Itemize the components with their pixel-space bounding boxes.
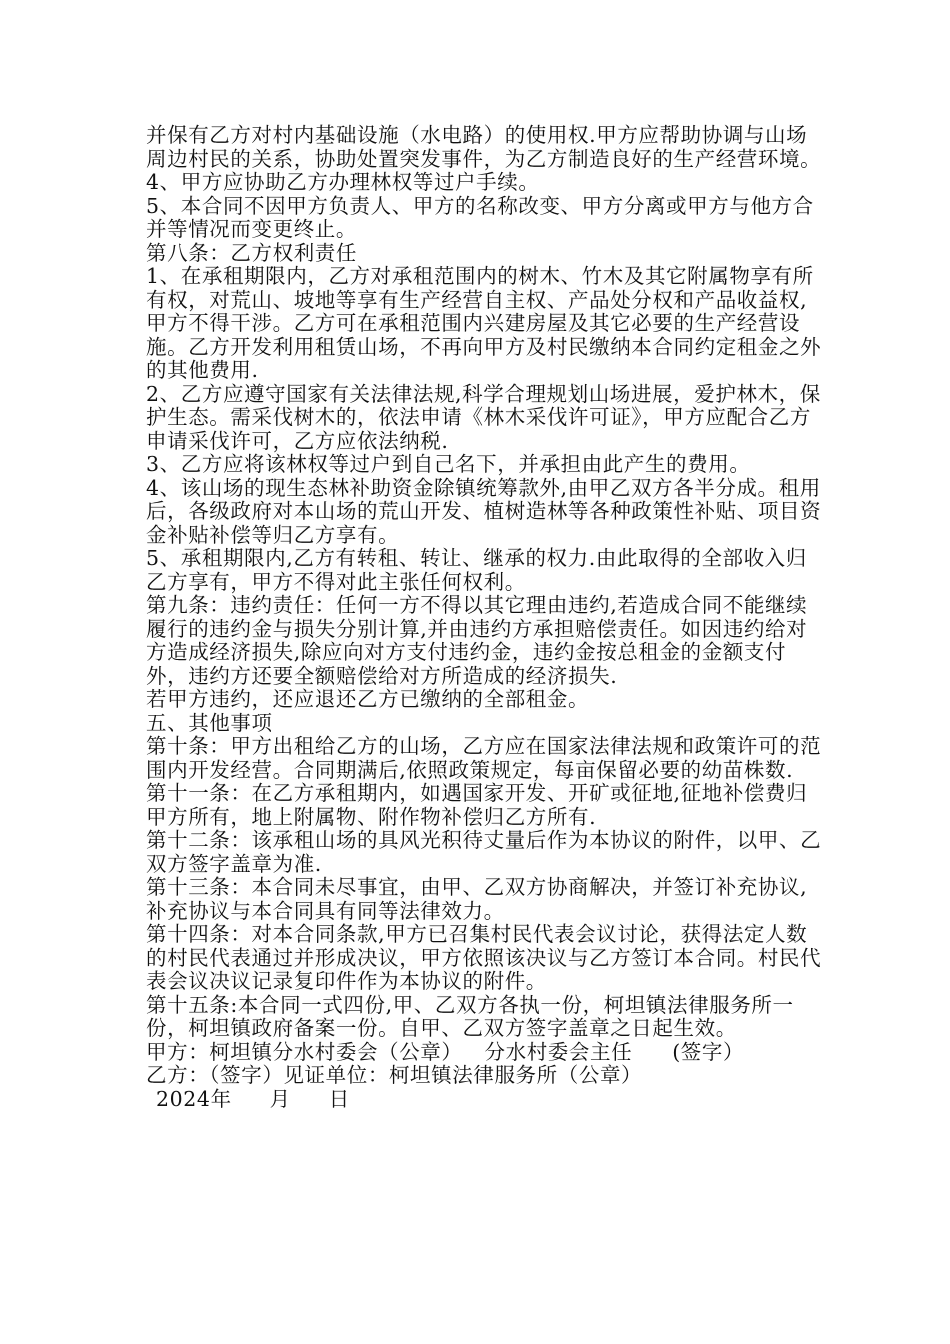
date-year: 2024年 (156, 1086, 232, 1111)
paragraph: 1、在承租期限内，乙方对承租范围内的树木、竹木及其它附属物享有所有权，对荒山、坡地等享有生产经营自主权、产品处分权和产品收益权,甲方不得干涉。乙方可在承租范围内兴建房屋及其它必要的生产经营设施。乙方开发利用租赁山场，不再向甲方及村民缴纳本合同约定租金之外的其他费用. (146, 264, 822, 382)
signature-date (146, 1088, 826, 1112)
signature-party-a (146, 1041, 826, 1065)
paragraph: 第十二条：该承租山场的具风光积待丈量后作为本协议的附件，以甲、乙双方签字盖章为准. (146, 828, 822, 876)
paragraph: 4、该山场的现生态林补助资金除镇统筹款外,由甲乙双方各半分成。租用后，各级政府对本山场的荒山开发、植树造林等各种政策性补贴、项目资金补贴补偿等归乙方享有。 (146, 475, 822, 547)
paragraph: 2、乙方应遵守国家有关法律法规,科学合理规划山场进展，爱护林木，保护生态。需采伐树木的，依法申请《林木采伐许可证》，甲方应配合乙方申请采伐许可，乙方应依法纳税. (146, 381, 821, 453)
party-a-label: 甲方：柯坦镇分水村委会（公章） (146, 1039, 463, 1064)
date-month: 月 (269, 1086, 291, 1111)
section-heading: 五、其他事项 (146, 710, 273, 735)
party-a-sign: (签字） (672, 1039, 745, 1064)
paragraph: 并保有乙方对村内基础设施（水电路）的使用权.甲方应帮助协调与山场周边村民的关系，协助处置突发事件，为乙方制造良好的生产经营环境。 (146, 123, 822, 171)
section-heading: 第八条：乙方权利责任 (146, 240, 357, 265)
signature-party-b: 乙方：（签字）见证单位：柯坦镇法律服务所（公章） (146, 1063, 643, 1087)
paragraph: 第十三条：本合同未尽事宜，由甲、乙双方协商解决，并签订补充协议,补充协议与本合同具有同等法律效力。 (146, 875, 808, 923)
paragraph: 若甲方违约，还应退还乙方已缴纳的全部租金。 (146, 687, 590, 711)
paragraph: 第九条：违约责任：任何一方不得以其它理由违约,若造成合同不能继续履行的违约金与损失分别计算,并由违约方承担赔偿责任。如因违约给对方造成经济损失,除应向对方支付违约金，违约金按总租金的金额支付外，违约方还要全额赔偿给对方所造成的经济损失. (146, 593, 808, 688)
paragraph: 第十五条:本合同一式四份,甲、乙双方各执一份，柯坦镇法律服务所一份，柯坦镇政府备案一份。自甲、乙双方签字盖章之日起生效。 (146, 992, 794, 1040)
paragraph: 第十条：甲方出租给乙方的山场，乙方应在国家法律法规和政策许可的范围内开发经营。合同期满后,依照政策规定，每亩保留必要的幼苗株数. (146, 734, 822, 782)
paragraph: 5、承租期限内,乙方有转租、转让、继承的权力.由此取得的全部收入归乙方享有，甲方不得对此主张任何权利。 (146, 546, 807, 594)
paragraph: 4、甲方应协助乙方办理林权等过户手续。 (146, 170, 540, 194)
party-a-director: 分水村委会主任 (484, 1039, 633, 1064)
document-page (146, 124, 826, 1111)
paragraph: 5、本合同不因甲方负责人、甲方的名称改变、甲方分离或甲方与他方合并等情况而变更终止。 (146, 193, 814, 241)
paragraph: 第十四条：对本合同条款,甲方已召集村民代表会议讨论，获得法定人数的村民代表通过并形成决议，甲方依照该决议与乙方签订本合同。村民代表会议决议记录复印件作为本协议的附件。 (146, 922, 822, 993)
document-body (146, 124, 826, 1041)
paragraph: 第十一条：在乙方承租期内，如遇国家开发、开矿或征地,征地补偿费归甲方所有，地上附属物、附作物补偿归乙方所有. (146, 781, 808, 829)
paragraph: 3、乙方应将该林权等过户到自己名下，并承担由此产生的费用。 (146, 452, 751, 476)
date-day: 日 (328, 1086, 350, 1111)
